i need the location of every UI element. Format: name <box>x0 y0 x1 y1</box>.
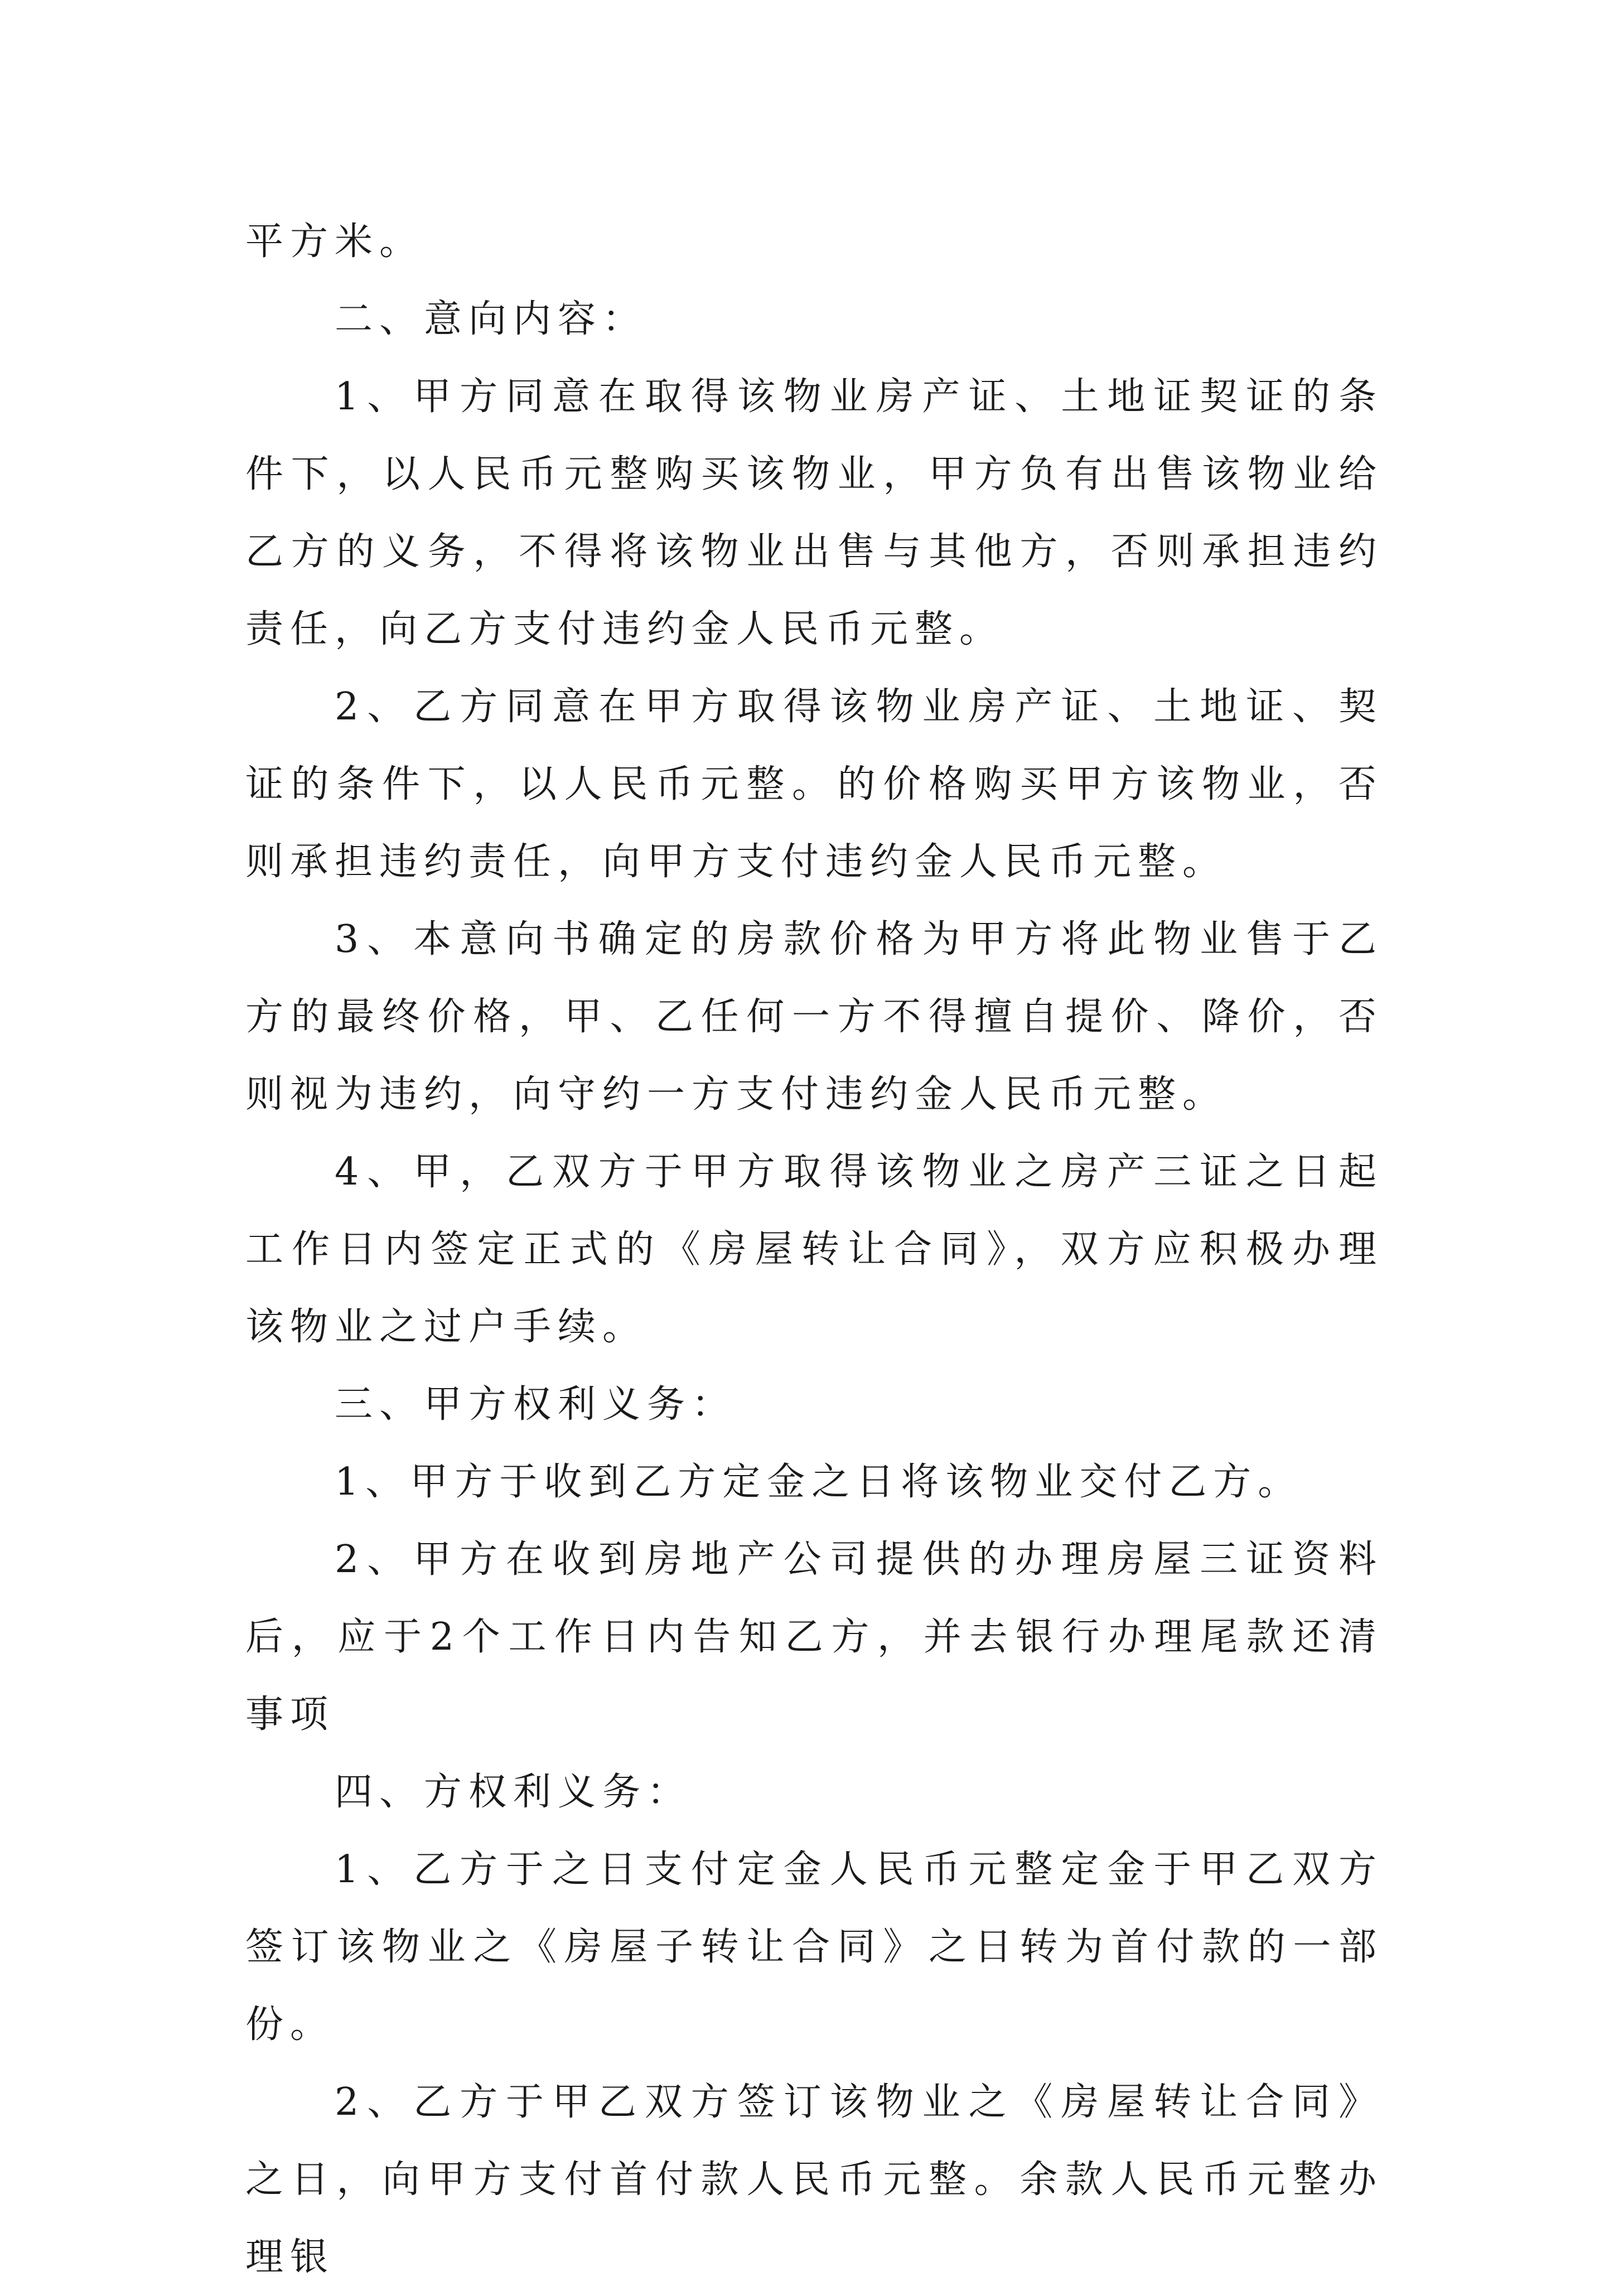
document-body <box>245 203 1383 2296</box>
paragraph-intent-3: 3、本意向书确定的房款价格为甲方将此物业售于乙方的最终价格，甲、乙任何一方不得擅自提价、降价，否则视为违约，向守约一方支付违约金人民币元整。 <box>245 917 1383 1116</box>
section-heading-party-b: 四、方权利义务： <box>335 1770 692 1814</box>
paragraph-area-end: 平方米。 <box>245 220 424 264</box>
paragraph-intent-2: 2、乙方同意在甲方取得该物业房产证、土地证、契证的条件下，以人民币元整。的价格购买甲方该物业，否则承担违约责任，向甲方支付违约金人民币元整。 <box>245 685 1383 884</box>
paragraph-intent-4: 4、甲，乙双方于甲方取得该物业之房产三证之日起工作日内签定正式的《房屋转让合同》，双方应积极办理该物业之过户手续。 <box>245 1150 1383 1349</box>
section-heading-party-a: 三、甲方权利义务： <box>335 1383 737 1427</box>
section-heading-intent: 二、意向内容： <box>335 297 647 341</box>
paragraph-intent-1: 1、甲方同意在取得该物业房产证、土地证契证的条件下，以人民币元整购买该物业，甲方负有出售该物业给乙方的义务，不得将该物业出售与其他方，否则承担违约责任，向乙方支付违约金人民币元整。 <box>245 375 1383 651</box>
paragraph-party-a-1: 1、甲方于收到乙方定金之日将该物业交付乙方。 <box>335 1460 1303 1504</box>
paragraph-party-a-2: 2、甲方在收到房地产公司提供的办理房屋三证资料后，应于2个工作日内告知乙方，并去银行办理尾款还清事项 <box>245 1538 1383 1737</box>
paragraph-party-b-1: 1、乙方于之日支付定金人民币元整定金于甲乙双方签订该物业之《房屋子转让合同》之日转为首付款的一部份。 <box>245 1848 1383 2047</box>
paragraph-party-b-2: 2、乙方于甲乙双方签订该物业之《房屋转让合同》之日，向甲方支付首付款人民币元整。余款人民币元整办理银 <box>245 2080 1383 2279</box>
